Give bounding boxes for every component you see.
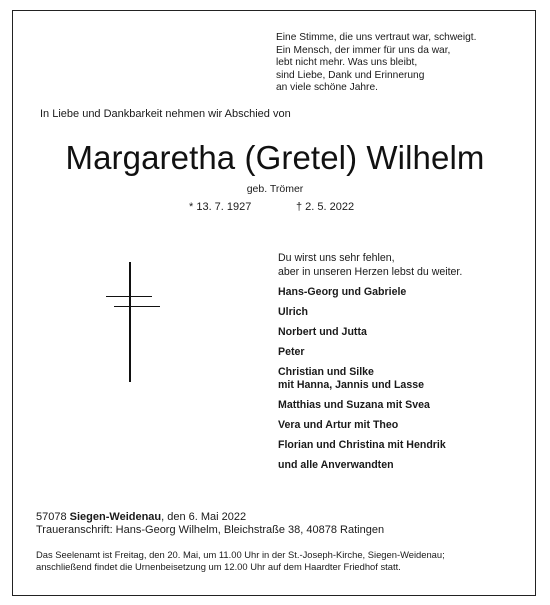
mourner-entry — [278, 439, 528, 453]
service-notice — [36, 549, 445, 573]
cross-vertical — [129, 262, 131, 382]
mourner-entry — [278, 399, 528, 413]
maiden-name: geb. Trömer — [246, 183, 304, 195]
poem — [276, 32, 526, 95]
mourner-line: Matthias und Suzana mit Svea — [278, 398, 430, 411]
mourner-entry — [278, 326, 528, 340]
mourner-entry — [278, 286, 528, 300]
cross-bar-upper — [106, 296, 152, 297]
poem-line: Eine Stimme, die uns vertraut war, schweigt. — [276, 32, 477, 43]
mourner-entry — [278, 366, 528, 393]
mourner-entry — [278, 346, 528, 360]
poem-line: an viele schöne Jahre. — [276, 82, 378, 94]
farewell-lines — [278, 252, 462, 279]
city: Siegen-Weidenau — [69, 511, 162, 523]
cross-bar-lower — [114, 306, 160, 307]
birth-date: * 13. 7. 1927 — [189, 201, 252, 213]
death-date: † 2. 5. 2022 — [296, 201, 355, 213]
mourner-line: und alle Anverwandten — [278, 458, 394, 471]
postcode: 57078 — [36, 511, 67, 523]
poem-line: lebt nicht mehr. Was uns bleibt, — [276, 57, 418, 69]
cross-icon — [106, 262, 162, 382]
mourning-address: Traueranschrift: Hans-Georg Wilhelm, Bleichstraße 38, 40878 Ratingen — [36, 524, 385, 536]
intro-text: In Liebe und Dankbarkeit nehmen wir Abschied von — [40, 108, 291, 120]
mourner-entry — [278, 306, 528, 320]
notice-line: Das Seelenamt ist Freitag, den 20. Mai, um 11.00 Uhr in der St.-Joseph-Kirche, Siegen-Weidenau; — [36, 549, 445, 560]
deceased-name: Margaretha (Gretel) Wilhelm — [65, 139, 485, 176]
mourner-line: Peter — [278, 345, 305, 358]
notice-line: anschließend findet die Urnenbeisetzung um 12.00 Uhr auf dem Haardter Friedhof statt. — [36, 561, 401, 572]
place-and-date — [36, 510, 246, 524]
farewell-line: aber in unseren Herzen lebst du weiter. — [278, 265, 463, 278]
poem-line: sind Liebe, Dank und Erinnerung — [276, 69, 425, 81]
mourner-line: Vera und Artur mit Theo — [278, 418, 399, 431]
mourner-line: Norbert und Jutta — [278, 325, 367, 338]
mourner-line: Christian und Silke — [278, 365, 374, 378]
mourner-entry — [278, 459, 528, 473]
mourner-line: Hans-Georg und Gabriele — [278, 286, 407, 298]
mourner-entry — [278, 419, 528, 433]
mourner-line: Florian und Christina mit Hendrik — [278, 438, 446, 451]
farewell-line: Du wirst uns sehr fehlen, — [278, 252, 395, 264]
mourner-line: mit Hanna, Jannis und Lasse — [278, 379, 424, 392]
poem-line: Ein Mensch, der immer für uns da war, — [276, 44, 451, 56]
mourner-line: Ulrich — [278, 305, 309, 318]
mourners-list — [278, 286, 528, 479]
notice-date: , den 6. Mai 2022 — [161, 511, 247, 523]
